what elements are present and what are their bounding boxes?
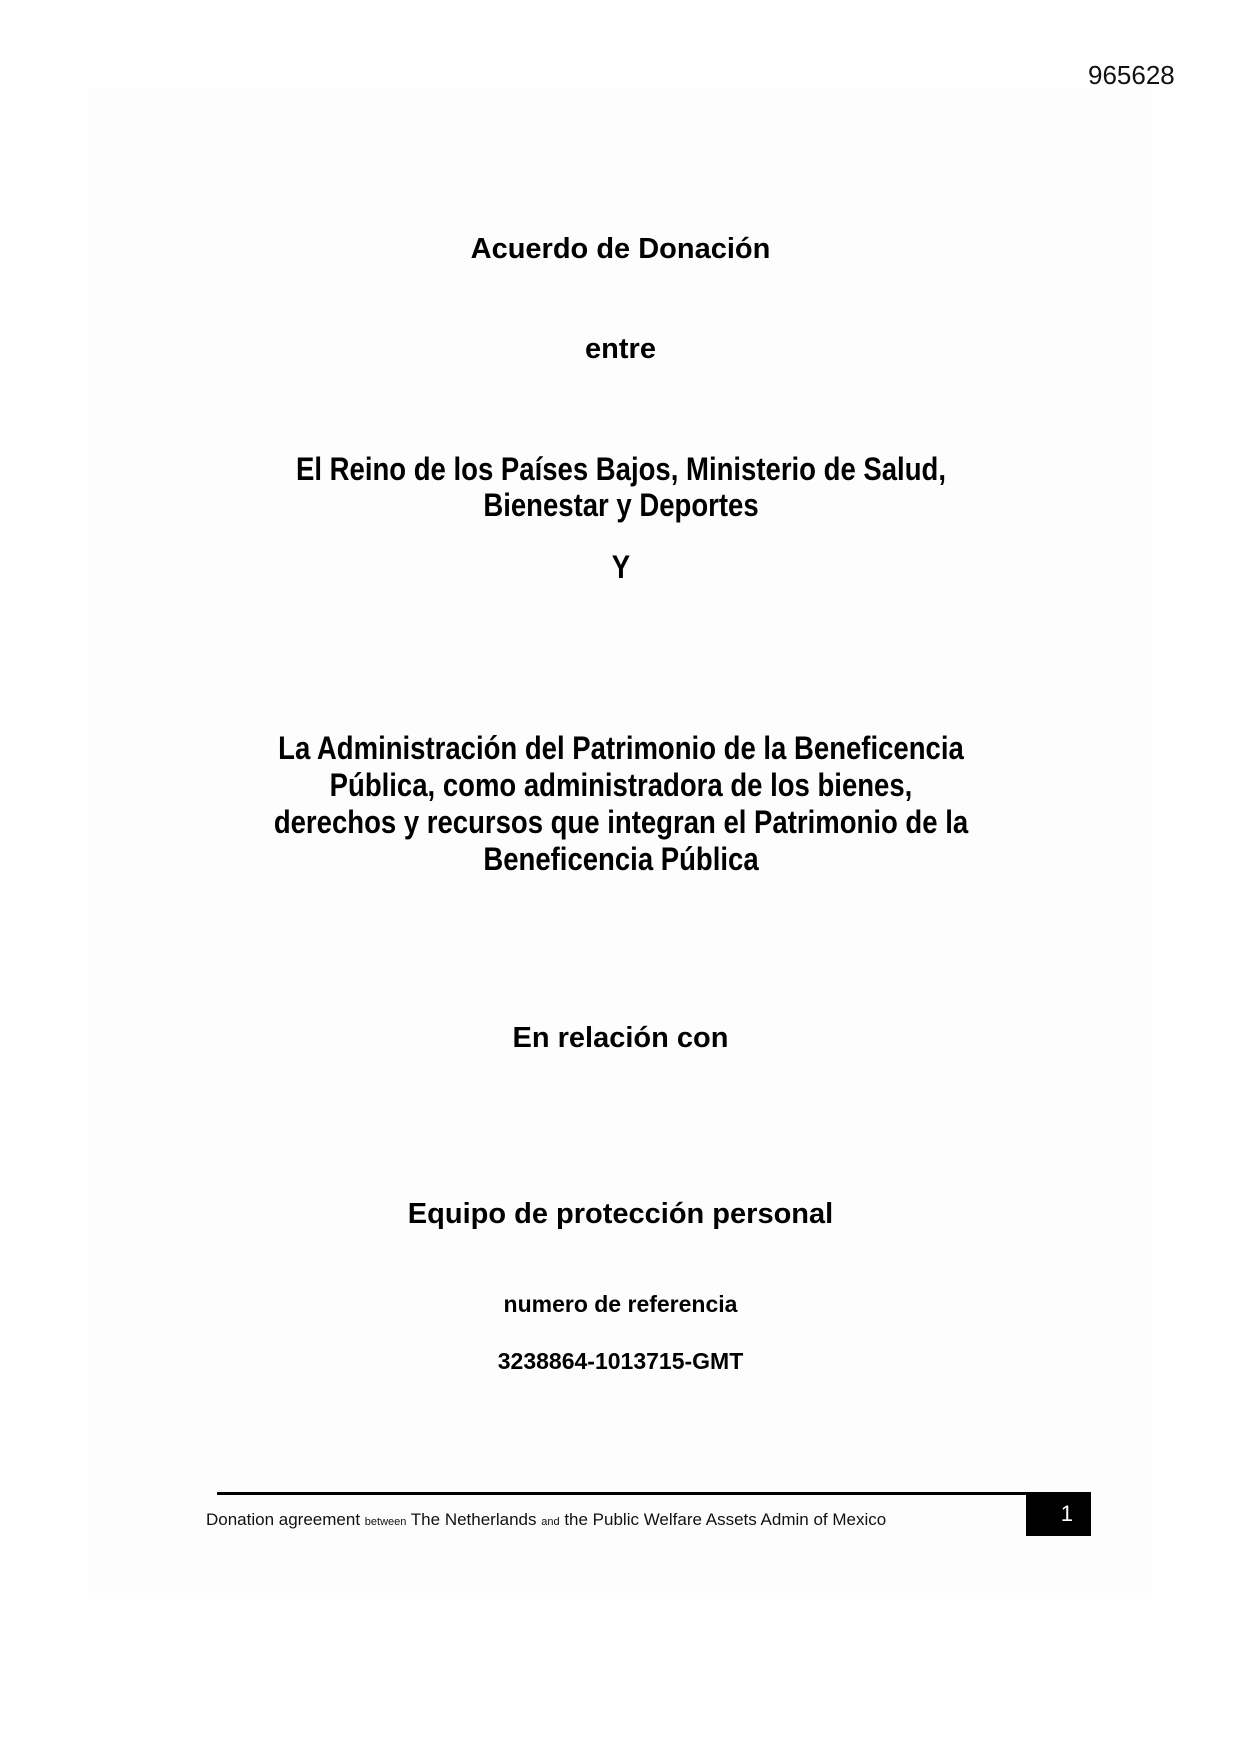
document-title: Acuerdo de Donación [470, 233, 771, 265]
relation-label: En relación con [512, 1022, 729, 1054]
subject-title: Equipo de protección personal [407, 1198, 834, 1230]
footer-part4: and [541, 1516, 560, 1528]
between-label: entre [585, 333, 656, 365]
footer-part2: between [364, 1516, 407, 1528]
party2-line4: Beneficencia Pública [483, 841, 759, 877]
footer-part3: The Netherlands [410, 1510, 537, 1529]
party1-line1: El Reino de los Países Bajos, Ministerio de Salud, [296, 451, 946, 487]
party1-line2: Bienestar y Deportes [483, 487, 759, 523]
footer-part5: the Public Welfare Assets Admin of Mexico [564, 1510, 887, 1529]
reference-label: numero de referencia [503, 1291, 738, 1317]
party2-line1: La Administración del Patrimonio de la Beneficencia [278, 730, 964, 766]
footer-divider [217, 1492, 1027, 1495]
party2-line3: derechos y recursos que integran el Patrimonio de la [273, 804, 969, 840]
party2-line2: Pública, como administradora de los bienes, [329, 767, 913, 803]
document-id: 965628 [1088, 60, 1175, 90]
conjunction: Y [611, 549, 631, 585]
reference-number: 3238864-1013715-GMT [497, 1348, 744, 1374]
footer-part1: Donation agreement [206, 1510, 361, 1529]
page-number: 1 [1026, 1492, 1091, 1536]
footer-text [206, 1509, 886, 1533]
